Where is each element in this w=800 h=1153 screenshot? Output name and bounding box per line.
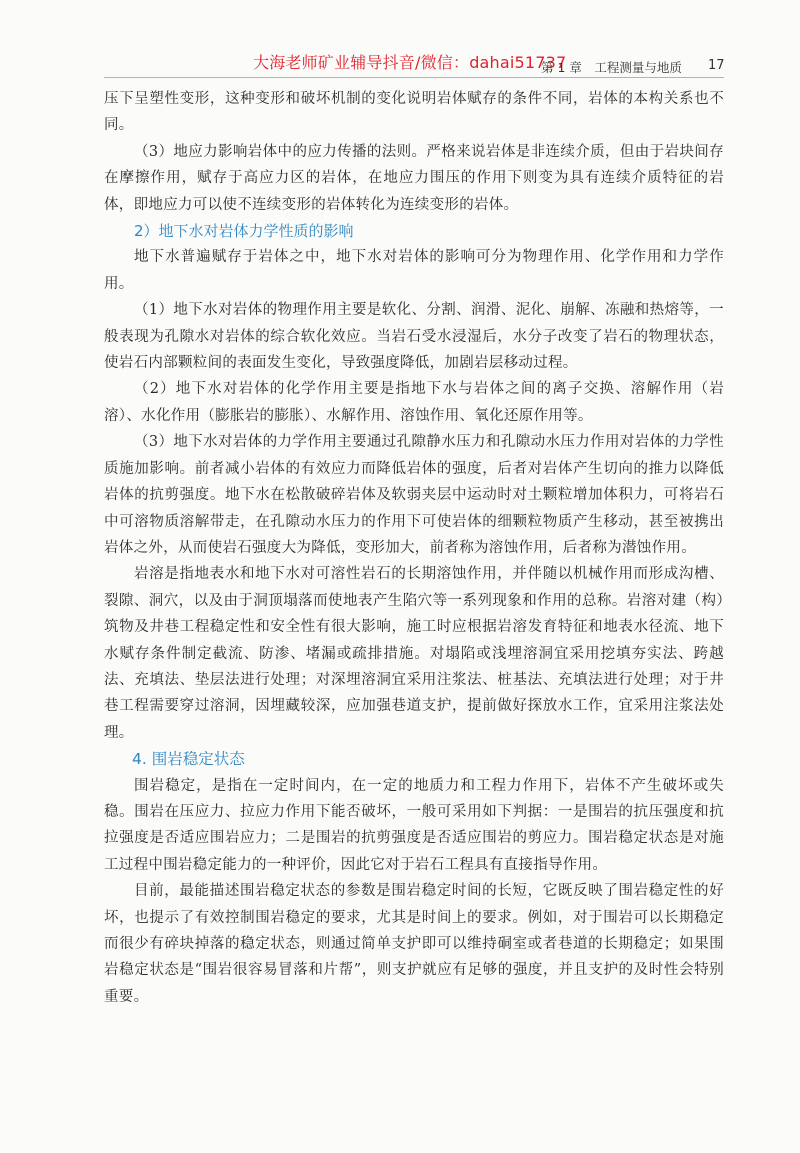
paragraph-in-situ-stress-3: （3）地应力影响岩体中的应力传播的法则。严格来说岩体是非连续介质，但由于岩块间存在摩擦作用，赋存于高应力区的岩体，在地应力围压的作用下则变为具有连续介质特征的岩体，即地应力可以使不连续变形的岩体转化为连续变形的岩体。 bbox=[104, 143, 724, 213]
section-heading-surrounding-rock-stability: 4. 围岩稳定状态 bbox=[132, 750, 245, 769]
paragraph-karst: 岩溶是指地表水和地下水对可溶性岩石的长期溶蚀作用，并伴随以机械作用而形成沟槽、裂隙、洞穴，以及由于洞顶塌落而使地表产生陷穴等一系列现象和作用的总称。岩溶对建（构）筑物及井巷工程稳定性和安全性有很大影响，施工时应根据岩溶发育特征和地表水径流、地下水赋存条件制定截流、防渗、堵漏或疏排措施。对塌陷或浅埋溶洞宜采用挖填夯实法、跨越法、充填法、垫层法进行处理；对深埋溶洞宜采用注浆法、桩基法、充填法进行处理；对于井巷工程需要穿过溶洞，因埋藏较深，应加强巷道支护，提前做好探放水工作，宜采用注浆法处理。 bbox=[104, 566, 724, 741]
paragraph-chemical-effect: （2）地下水对岩体的化学作用主要是指地下水与岩体之间的离子交换、溶解作用（岩溶）、水化作用（膨胀岩的膨胀）、水解作用、溶蚀作用、氧化还原作用等。 bbox=[104, 381, 724, 424]
page-body bbox=[104, 86, 724, 1010]
subsection-heading-groundwater: 2）地下水对岩体力学性质的影响 bbox=[134, 222, 354, 241]
paragraph-continued: 压下呈塑性变形，这种变形和破坏机制的变化说明岩体赋存的条件不同，岩体的本构关系也不同。 bbox=[104, 91, 724, 134]
watermark-text: 大海老师矿业辅导抖音/微信：dahai51737 bbox=[253, 53, 567, 72]
paragraph-mechanical-effect: （3）地下水对岩体的力学作用主要通过孔隙静水压力和孔隙动水压力作用对岩体的力学性质施加影响。前者减小岩体的有效应力而降低岩体的强度，后者对岩体产生切向的推力以降低岩体的抗剪强度。地下水在松散破碎岩体及软弱夹层中运动时对土颗粒增加体积力，可将岩石中可溶物质溶解带走，在孔隙动水压力的作用下可使岩体的细颗粒物质产生移动，甚至被携出岩体之外，从而使岩石强度大为降低，变形加大，前者称为溶蚀作用，后者称为潜蚀作用。 bbox=[104, 434, 724, 556]
page-number: 17 bbox=[708, 58, 725, 73]
paragraph-physical-effect: （1）地下水对岩体的物理作用主要是软化、分割、润滑、泥化、崩解、冻融和热熔等，一般表现为孔隙水对岩体的综合软化效应。当岩石受水浸湿后，水分子改变了岩石的物理状态，使岩石内部颗粒间的表面发生变化，导致强度降低，加剧岩层移动过程。 bbox=[104, 302, 724, 372]
header-divider bbox=[104, 77, 724, 78]
paragraph-groundwater-intro: 地下水普遍赋存于岩体之中，地下水对岩体的影响可分为物理作用、化学作用和力学作用。 bbox=[104, 249, 724, 292]
page-header bbox=[0, 50, 800, 80]
paragraph-stability-definition: 围岩稳定，是指在一定时间内，在一定的地质力和工程力作用下，岩体不产生破坏或失稳。围岩在压应力、拉应力作用下能否破坏，一般可采用如下判据：一是围岩的抗压强度和抗拉强度是否适应围岩应力；二是围岩的抗剪强度是否适应围岩的剪应力。围岩稳定状态是对施工过程中围岩稳定能力的一种评价，因此它对于岩石工程具有直接指导作用。 bbox=[104, 777, 724, 873]
paragraph-stability-time: 目前，最能描述围岩稳定状态的参数是围岩稳定时间的长短，它既反映了围岩稳定性的好坏，也提示了有效控制围岩稳定的要求，尤其是时间上的要求。例如，对于围岩可以长期稳定而很少有碎块掉落的稳定状态，则通过简单支护即可以维持硐室或者巷道的长期稳定；如果围岩稳定状态是“围岩很容易冒落和片帮”，则支护就应有足够的强度，并且支护的及时性会特别重要。 bbox=[104, 883, 724, 1005]
chapter-title: 第 1 章 工程测量与地质 bbox=[541, 60, 682, 75]
